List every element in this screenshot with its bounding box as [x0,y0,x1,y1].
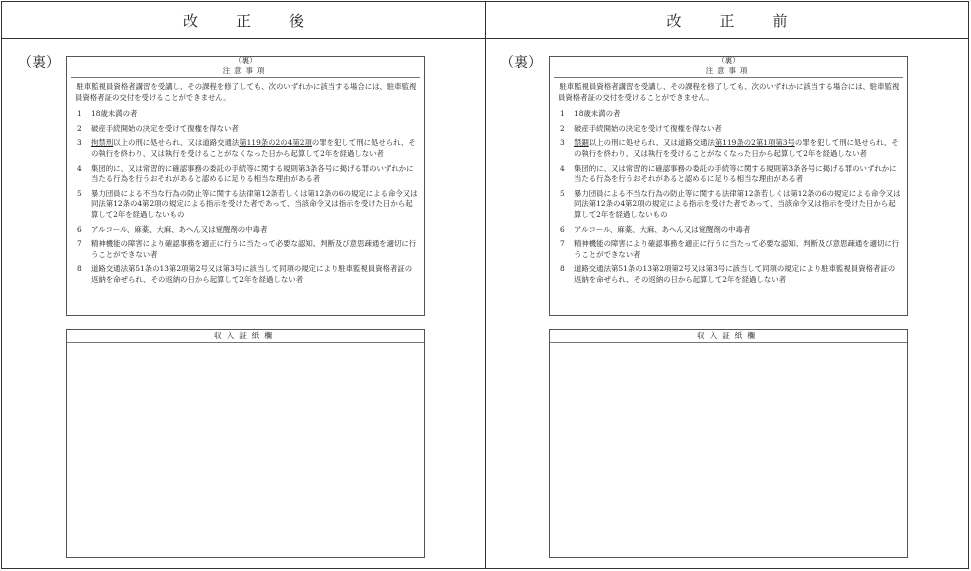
before-note-item [558,124,901,135]
item-text: 暴力団員による不当な行為の防止等に関する法律第12条若しくは第12条の6の規定による命令又は同法第12条の4第2項の規定による指示を受けた者であって、当該命令又は指示を受けた日から起算して2年を経過しないもの [574,188,901,219]
before-revenue-stamp-box [549,329,908,558]
comparison-table [1,1,969,569]
item-text: 集団的に、又は常習的に確認事務の委託の手続等に関する規則第3条各号に掲げる罪のいずれかに当たる行為を行うおそれがあると認めるに足りる相当な理由がある者 [91,163,414,184]
before-note-item [558,225,901,236]
item-number: 7 [560,239,565,249]
item-number: 8 [560,264,565,274]
item-text [574,138,901,159]
before-note-item [558,189,901,221]
item-number: 1 [560,109,565,119]
after-note-item [75,164,418,185]
item-text-part: 以上の刑に処せられ、又は道路交通法 [113,138,240,148]
item-number: 6 [560,224,565,234]
item-text: 破産手続開始の決定を受けて復権を得ない者 [91,123,239,133]
after-notes-title: 注意事項 [71,66,420,78]
before-note-item [558,109,901,120]
after-column [2,2,486,568]
item-number: 1 [77,109,82,119]
after-header: 改正後 [2,2,485,39]
item-text: アルコール、麻薬、大麻、あへん又は覚醒剤の中毒者 [91,224,268,234]
item-text-part: の罪を犯して刑に処せられ、その執行を終わり、又は執行を受けることがなくなった日から起算して2年を経過しない者 [91,138,416,158]
item-number: 6 [77,224,82,234]
item-number: 3 [560,138,565,148]
after-note-item [75,124,418,135]
item-text: アルコール、麻薬、大麻、あへん又は覚醒剤の中毒者 [574,224,751,234]
before-stamp-title: 収入証紙欄 [550,330,907,343]
item-text-part: の罪を犯して刑に処せられ、その執行を終わり、又は執行を受けることがなくなった日から起算して2年を経過しない者 [574,138,899,158]
amended-article: 第119条の2の4第2項 [239,138,312,148]
before-note-item [558,264,901,285]
before-note-item [558,239,901,260]
item-text: 暴力団員による不当な行為の防止等に関する法律第12条若しくは第12条の6の規定による命令又は同法第12条の4第2項の規定による指示を受けた者であって、当該命令又は指示を受けた日から起算して2年を経過しないもの [91,188,418,219]
amended-term: 禁錮 [574,138,589,148]
item-text: 道路交通法第51条の13第2項第2号又は第3号に該当して同項の規定により駐車監視員資格者証の返納を命ぜられ、その返納の日から起算して2年を経過しない者 [574,264,896,284]
item-number: 2 [77,123,82,133]
after-note-item [75,239,418,260]
item-number: 5 [77,188,82,198]
after-notes-list [67,103,424,285]
after-notes-box [66,56,425,316]
before-notes-title: 注意事項 [554,66,903,78]
item-number: 2 [560,123,565,133]
before-note-item [558,138,901,159]
after-back-label: （裏） [18,55,60,71]
amended-term: 拘禁刑 [91,138,114,148]
item-text: 道路交通法第51条の13第2項第2号又は第3号に該当して同項の規定により駐車監視員資格者証の返納を命ぜられ、その返納の日から起算して2年を経過しない者 [91,264,413,284]
item-text: 破産手続開始の決定を受けて復権を得ない者 [574,123,722,133]
after-note-item [75,264,418,285]
item-text: 精神機能の障害により確認事務を適正に行うに当たって必要な認知、判断及び意思疎通を適切に行うことができない者 [91,239,417,259]
after-note-item [75,189,418,221]
before-note-item [558,164,901,185]
item-number: 8 [77,264,82,274]
before-back-label: （裏） [500,55,542,71]
after-notes-intro: 駐車監視員資格者講習を受講し、その課程を修了しても、次のいずれかに該当する場合には、駐車監視員資格者証の交付を受けることができません。 [75,82,417,102]
item-number: 7 [77,239,82,249]
item-text: 精神機能の障害により確認事務を適正に行うに当たって必要な認知、判断及び意思疎通を適切に行うことができない者 [574,239,900,259]
amended-article: 第119条の2第1項第3号 [714,138,795,148]
item-number: 4 [77,163,82,173]
item-text: 18歳未満の者 [91,109,138,119]
before-notes-list [550,103,907,285]
item-number: 5 [560,188,565,198]
after-stamp-title: 収入証紙欄 [67,330,424,343]
after-note-item [75,109,418,120]
after-note-item [75,225,418,236]
before-column [486,2,968,568]
after-notes-tag: （裏） [234,56,257,65]
item-text-part: 以上の刑に処せられ、又は道路交通法 [588,138,715,148]
before-header: 改正前 [486,2,968,39]
before-notes-intro: 駐車監視員資格者講習を受講し、その課程を修了しても、次のいずれかに該当する場合には、駐車監視員資格者証の交付を受けることができません。 [558,82,900,102]
item-text: 18歳未満の者 [574,109,621,119]
after-revenue-stamp-box [66,329,425,558]
after-note-item [75,138,418,159]
item-number: 3 [77,138,82,148]
item-text [91,138,418,159]
item-text: 集団的に、又は常習的に確認事務の委託の手続等に関する規則第3条各号に掲げる罪のいずれかに当たる行為を行うおそれがあると認めるに足りる相当な理由がある者 [574,163,897,184]
item-number: 4 [560,163,565,173]
before-notes-tag: （裏） [717,56,740,65]
before-notes-box [549,56,908,316]
